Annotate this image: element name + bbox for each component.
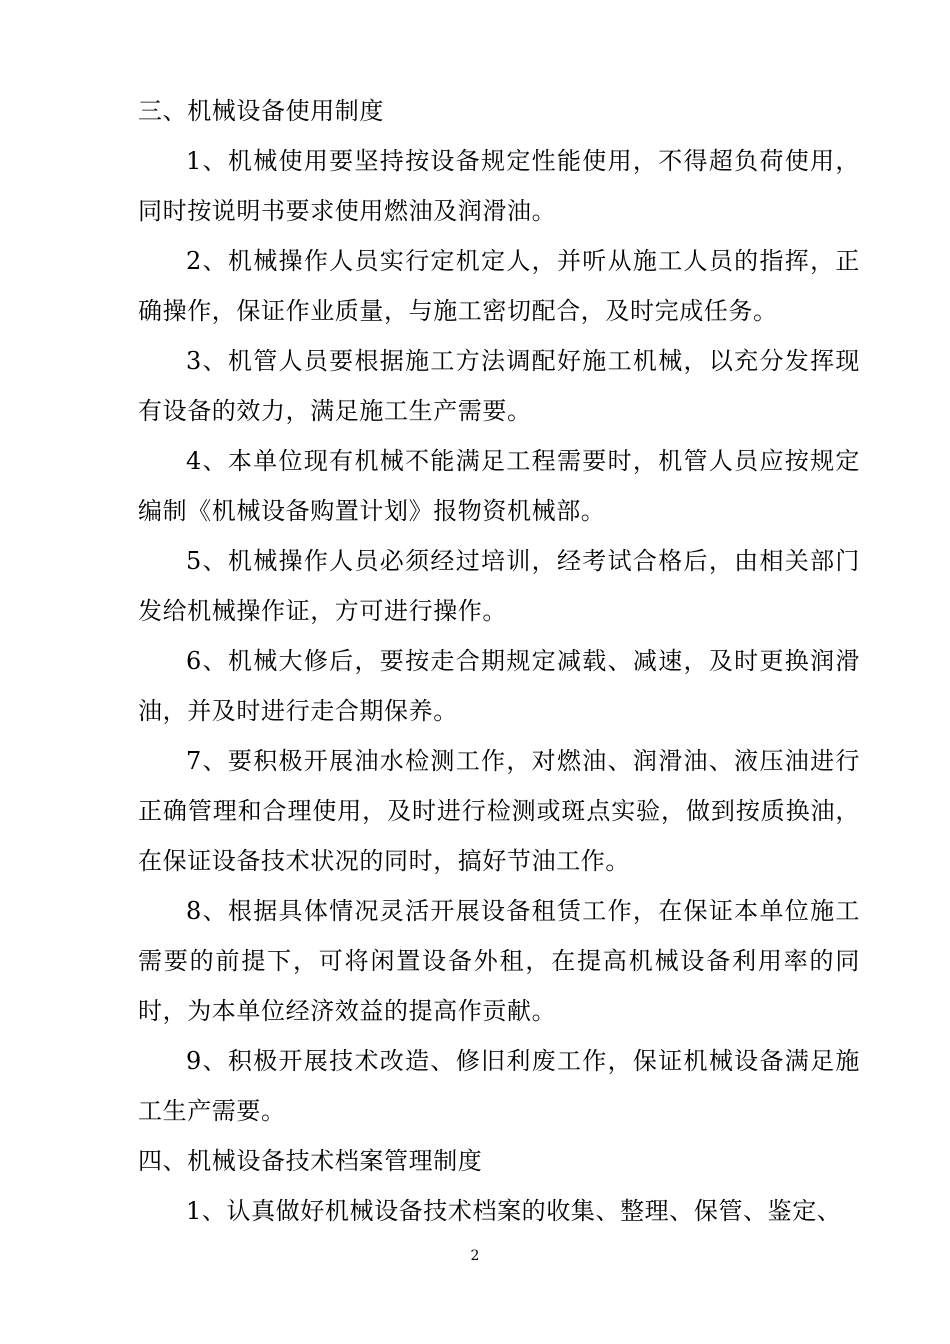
section-heading-4: 四、机械设备技术档案管理制度 bbox=[138, 1147, 483, 1175]
paragraph-3-7: 7、要积极开展油水检测工作，对燃油、润滑油、液压油进行正确管理和合理使用，及时进行检测或斑点实验，做到按质换油，在保证设备技术状况的同时，搞好节油工作。 bbox=[138, 747, 860, 875]
paragraph-3-8: 8、根据具体情况灵活开展设备租赁工作，在保证本单位施工需要的前提下，可将闲置设备外租，在提高机械设备利用率的同时，为本单位经济效益的提高作贡献。 bbox=[138, 897, 860, 1025]
paragraph-3-4: 4、本单位现有机械不能满足工程需要时，机管人员应按规定编制《机械设备购置计划》报物资机械部。 bbox=[138, 447, 860, 525]
paragraph-3-3: 3、机管人员要根据施工方法调配好施工机械，以充分发挥现有设备的效力，满足施工生产需要。 bbox=[138, 347, 860, 425]
paragraph-4-1: 1、认真做好机械设备技术档案的收集、整理、保管、鉴定、 bbox=[186, 1197, 842, 1225]
paragraph-3-6: 6、机械大修后，要按走合期规定减载、减速，及时更换润滑油，并及时进行走合期保养。 bbox=[138, 647, 860, 725]
document-body bbox=[138, 86, 860, 1236]
paragraph-3-5: 5、机械操作人员必须经过培训，经考试合格后，由相关部门发给机械操作证，方可进行操作。 bbox=[138, 547, 860, 625]
section-heading-3: 三、机械设备使用制度 bbox=[138, 97, 384, 125]
page-number: 2 bbox=[470, 1248, 480, 1264]
paragraph-3-9: 9、积极开展技术改造、修旧利废工作，保证机械设备满足施工生产需要。 bbox=[138, 1047, 860, 1125]
paragraph-3-2: 2、机械操作人员实行定机定人，并听从施工人员的指挥，正确操作，保证作业质量，与施工密切配合，及时完成任务。 bbox=[138, 247, 860, 325]
paragraph-3-1: 1、机械使用要坚持按设备规定性能使用，不得超负荷使用，同时按说明书要求使用燃油及润滑油。 bbox=[138, 147, 860, 225]
